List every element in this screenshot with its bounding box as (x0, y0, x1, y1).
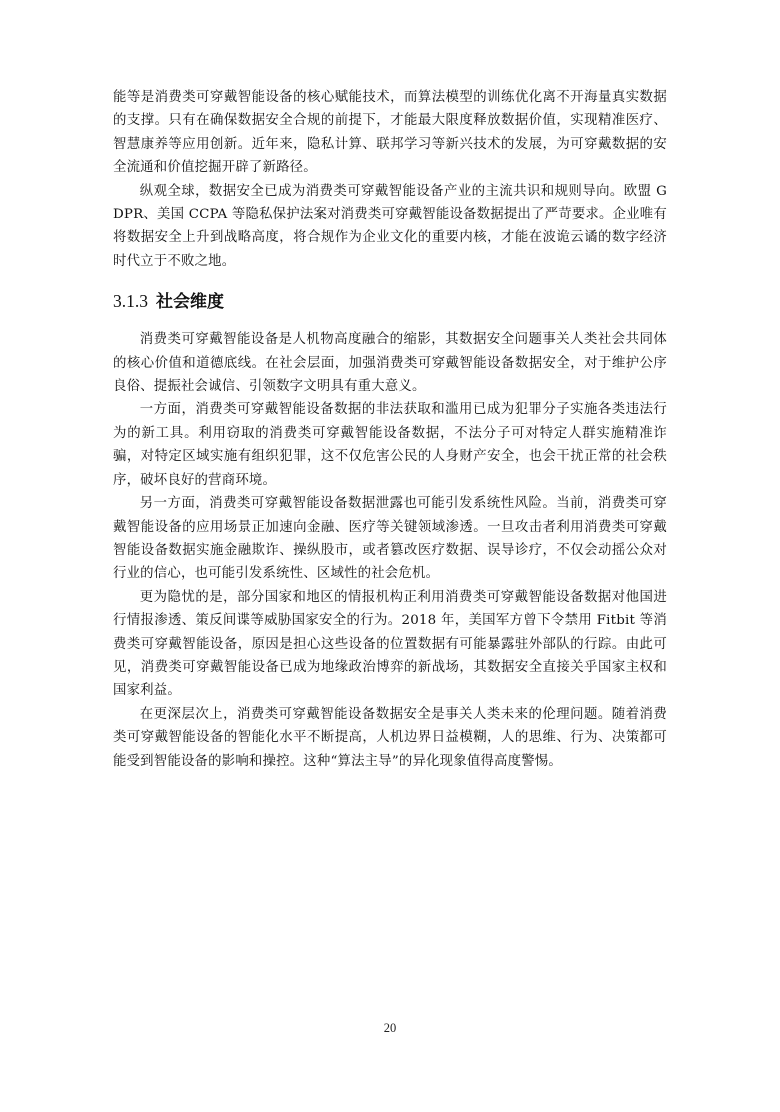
section-paragraph-5: 在更深层次上，消费类可穿戴智能设备数据安全是事关人类未来的伦理问题。随着消费类可穿戴智能设备的智能化水平不断提高，人机边界日益模糊，人的思维、行为、决策都可能受到智能设备的影响和操控。这种“算法主导”的异化现象值得高度警惕。 (113, 706, 667, 769)
section-title: 社会维度 (156, 292, 224, 313)
section-heading (113, 289, 667, 314)
section-number: 3.1.3 (113, 291, 148, 312)
section-paragraph-3: 另一方面，消费类可穿戴智能设备数据泄露也可能引发系统性风险。当前，消费类可穿戴智能设备的应用场景正加速向金融、医疗等关键领域渗透。一旦攻击者利用消费类可穿戴智能设备数据实施金融欺诈、操纵股市，或者篡改医疗数据、误导诊疗，不仅会动摇公众对行业的信心，也可能引发系统性、区域性的社会危机。 (113, 496, 667, 582)
intro-paragraph-2: 纵观全球，数据安全已成为消费类可穿戴智能设备产业的主流共识和规则导向。欧盟 GDPR、美国 CCPA 等隐私保护法案对消费类可穿戴智能设备数据提出了严苛要求。企业唯有将数据安全上升到战略高度，将合规作为企业文化的重要内核，才能在波诡云谲的数字经济时代立于不败之地。 (113, 183, 667, 269)
intro-paragraph-1: 能等是消费类可穿戴智能设备的核心赋能技术，而算法模型的训练优化离不开海量真实数据的支撑。只有在确保数据安全合规的前提下，才能最大限度释放数据价值，实现精准医疗、智慧康养等应用创新。近年来，隐私计算、联邦学习等新兴技术的发展，为可穿戴数据的安全流通和价值挖掘开辟了新路径。 (113, 90, 667, 176)
section-paragraph-2: 一方面，消费类可穿戴智能设备数据的非法获取和滥用已成为犯罪分子实施各类违法行为的新工具。利用窃取的消费类可穿戴智能设备数据，不法分子可对特定人群实施精准诈骗，对特定区域实施有组织犯罪，这不仅危害公民的人身财产安全，也会干扰正常的社会秩序，破坏良好的营商环境。 (113, 402, 667, 488)
section-paragraph-1: 消费类可穿戴智能设备是人机物高度融合的缩影，其数据安全问题事关人类社会共同体的核心价值和道德底线。在社会层面，加强消费类可穿戴智能设备数据安全，对于维护公序良俗、提振社会诚信、引领数字文明具有重大意义。 (113, 332, 667, 395)
document-body (113, 86, 667, 773)
page-number: 20 (383, 1021, 397, 1035)
section-paragraph-4: 更为隐忧的是，部分国家和地区的情报机构正利用消费类可穿戴智能设备数据对他国进行情报渗透、策反间谍等威胁国家安全的行为。2018 年，美国军方曾下令禁用 Fitbit 等消费类可穿戴智能设备，原因是担心这些设备的位置数据有可能暴露驻外部队的行踪。由此可见，消费类可穿戴智能设备已成为地缘政治博弈的新战场，其数据安全直接关乎国家主权和国家利益。 (113, 589, 667, 699)
